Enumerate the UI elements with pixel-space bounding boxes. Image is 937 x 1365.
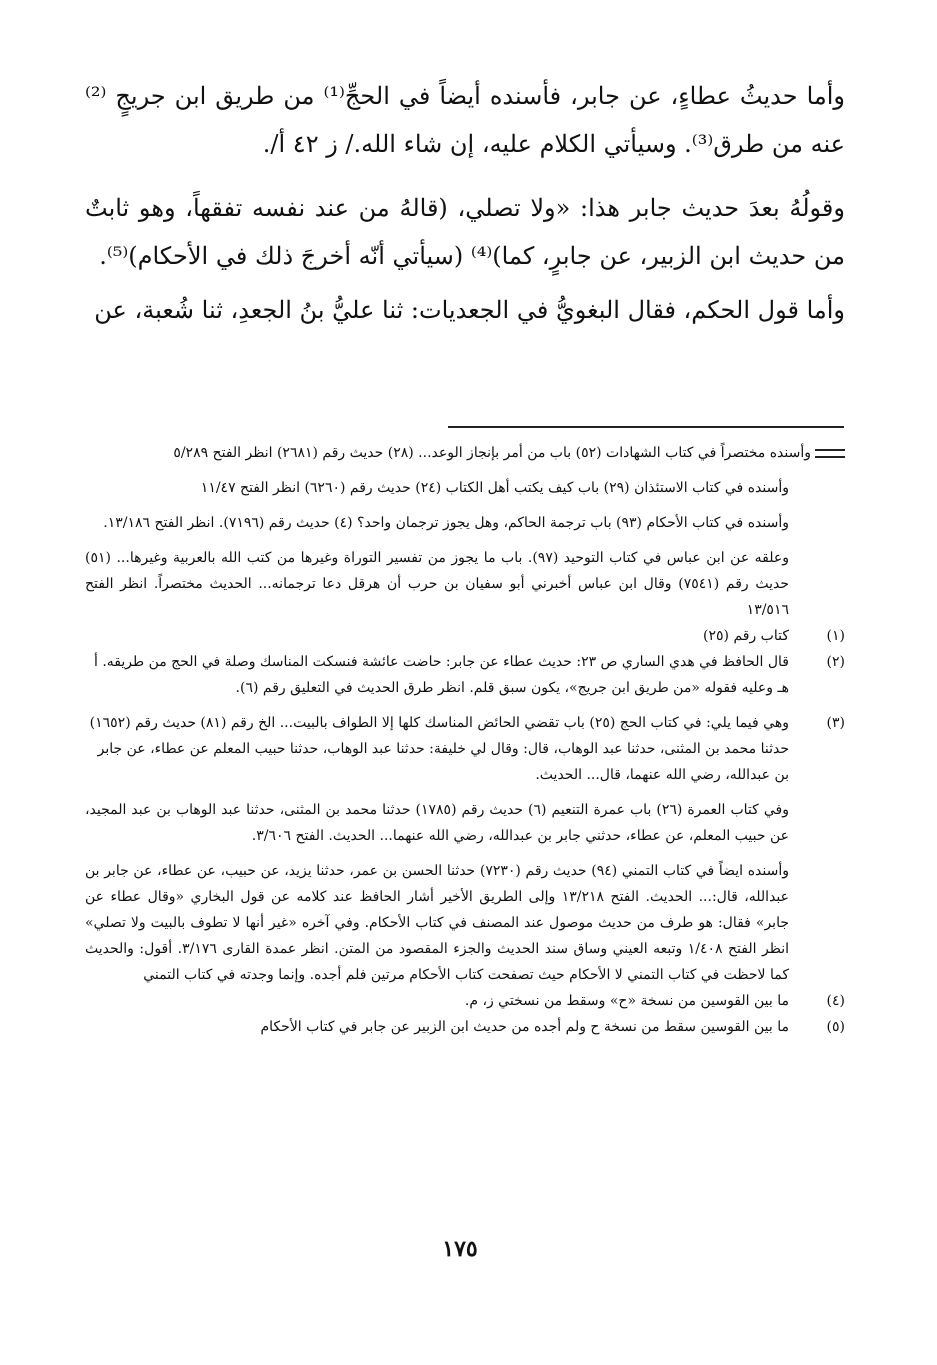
footnote-number: (٥) (826, 1019, 845, 1035)
footnotes (85, 440, 845, 1040)
footnote-continuation-2: وأسنده في كتاب الاستئذان (٢٩) باب كيف يكتب أهل الكتاب (٢٤) حديث رقم (٦٢٦٠) انظر الفتح ١١/٤٧ (200, 480, 789, 496)
footnote-3-paragraph-3: وأسنده ايضاً في كتاب التمني (٩٤) حديث رقم (٧٢٣٠) حدثنا الحسن بن عمر، حدثنا يزيد، عن حبيب، عن عطاء، عن جابر بن عبدالله، قال:... الحديث. الفتح ١٣/٢١٨ وإلى الطريق الأخير أشار الحافظ عند كلامه عن قول البخاري «وقال عطاء عن جابر» فقال: هو طرف من حديث موصول عند المصنف في كتاب الأحكام. وفي آخره «غير أنها لا تطوف بالبيت ولا تصلي» انظر الفتح ١/٤٠٨ وتبعه العيني وساق سند الحديث والجزء المقصود من المتن. انظر عمدة القارى ٣/١٧٦. أقول: والحديث كما لاحظت في كتاب التمني لا الأحكام حيث تصفحت كتاب الأحكام مرتين فلم أجده. وإنما وجدته في كتاب التمني (85, 863, 789, 983)
main-text (85, 72, 845, 334)
continuation-dash-icon (811, 440, 845, 466)
main-paragraph-1: وأما حديثُ عطاءٍ، عن جابر، فأسنده أيضاً في الحجِّ⁽¹⁾ من طريق ابن جريجٍ ⁽²⁾ عنه من طرق⁽³⁾. وسيأتي الكلام عليه، إن شاء الله./ ز ٤٢ أ/. (85, 82, 846, 158)
footnote-continuation-3: وأسنده في كتاب الأحكام (٩٣) باب ترجمة الحاكم، وهل يجوز ترجمان واحد؟ (٤) حديث رقم (٧١٩٦). انظر الفتح ١٣/١٨٦. (103, 515, 789, 531)
footnote-1 (85, 623, 845, 649)
footnote-continuation-1 (85, 440, 845, 466)
footnote-5 (85, 1014, 845, 1040)
footnote-text: وهي فيما يلي: في كتاب الحج (٢٥) باب تقضي الحائض المناسك كلها إلا الطواف بالبيت... الخ رقم (٨١) حديث رقم (١٦٥٢) حدثنا محمد بن المثنى، حدثنا عبد الوهاب، قال: وقال لي خليفة: حدثنا عبد الوهاب، حدثنا حبيب المعلم عن عطاء، عن جابر بن عبدالله، رضي الله عنهما، قال... الحديث. (89, 715, 789, 783)
footnote-number: (٤) (826, 993, 845, 1009)
footnote-3-paragraph-2: وفي كتاب العمرة (٢٦) باب عمرة التنعيم (٦) حديث رقم (١٧٨٥) حدثنا محمد بن المثنى، حدثنا عبد الوهاب بن عبد المجيد، عن حبيب المعلم، عن عطاء، حدثني جابر بن عبدالله، رضي الله عنهما... الحديث. الفتح ٣/٦٠٦. (85, 802, 789, 844)
footnote-continuation-1-text: وأسنده مختصراً في كتاب الشهادات (٥٢) باب من أمر بإنجاز الوعد... (٢٨) حديث رقم (٢٦٨١) انظر الفتح ٥/٢٨٩ (173, 445, 811, 461)
footnote-3 (85, 710, 845, 788)
main-paragraph-3: وأما قول الحكم، فقال البغويُّ في الجعديات: ثنا عليُّ بنُ الجعدِ، ثنا شُعبة، عن (94, 296, 845, 324)
footnote-text: ما بين القوسين من نسخة «ح» وسقط من نسختي ز، م. (464, 993, 789, 1009)
footnote-number: (٣) (826, 715, 845, 731)
footnote-number: (٢) (826, 654, 845, 670)
footnote-2 (85, 649, 845, 701)
footnote-4 (85, 988, 845, 1014)
footnote-number: (١) (826, 628, 845, 644)
main-paragraph-2: وقولُهُ بعدَ حديث جابر هذا: «ولا تصلي، (قالهُ من عند نفسه تفقهاً، وهو ثابتٌ من حديث ابن الزبير، عن جابرٍ، كما)⁽⁴⁾ (سيأتي أنّه أخرجَ ذلك في الأحكام)⁽⁵⁾. (85, 194, 845, 270)
page-number: ١٧٥ (442, 1236, 478, 1262)
footnote-text: كتاب رقم (٢٥) (703, 628, 789, 644)
footnote-text: قال الحافظ في هدي الساري ص ٢٣: حديث عطاء عن جابر: حاضت عائشة فنسكت المناسك وصلة في الحج من طريقه. أ هـ وعليه فقوله «من طريق ابن جريج»، يكون سبق قلم. انظر طرق الحديث في التعليق رقم (٦). (93, 654, 789, 696)
footnote-continuation-4: وعلقه عن ابن عباس في كتاب التوحيد (٩٧). باب ما يجوز من تفسير التوراة وغيرها من كتب الله بالعربية وغيرها... (٥١) حديث رقم (٧٥٤١) وقال ابن عباس أخبرني أبو سفيان بن حرب أن هرقل دعا ترجمانه... الحديث مختصراً. انظر الفتح ١٣/٥١٦ (85, 550, 790, 618)
footnote-text: ما بين القوسين سقط من نسخة ح ولم أجده من حديث ابن الزبير عن جابر في كتاب الأحكام (260, 1019, 789, 1035)
footnote-separator (448, 426, 844, 428)
